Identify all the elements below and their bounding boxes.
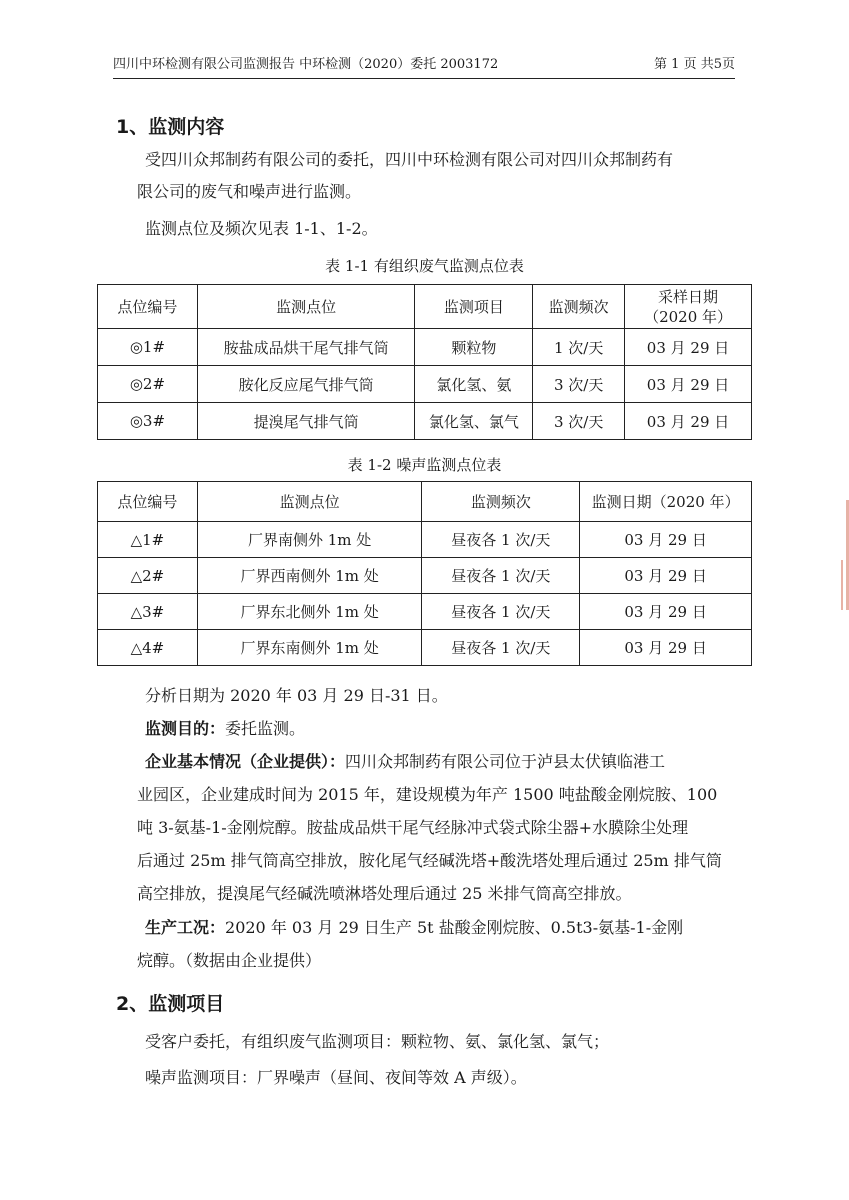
header-sampling-date-line1: 采样日期 xyxy=(658,287,719,306)
cell-date: 03 月 29 日 xyxy=(580,558,752,594)
table-row xyxy=(98,522,752,558)
cell-date: 03 月 29 日 xyxy=(625,403,752,440)
cell-point: 厂界东南侧外 1m 处 xyxy=(197,630,422,666)
cell-date: 03 月 29 日 xyxy=(580,630,752,666)
items-line-1: 受客户委托，有组织废气监测项目：颗粒物、氨、氯化氢、氯气； xyxy=(145,1032,610,1051)
production-label: 生产工况： xyxy=(145,918,226,937)
header-frequency: 监测频次 xyxy=(422,482,580,522)
header-monitor-date: 监测日期（2020 年） xyxy=(580,482,752,522)
intro-line-2: 限公司的废气和噪声进行监测。 xyxy=(137,182,362,201)
cell-item: 氯化氢、氨 xyxy=(415,366,533,403)
header-sampling-date-line2: （2020 年） xyxy=(644,307,733,326)
cell-point: 厂界西南侧外 1m 处 xyxy=(197,558,422,594)
cell-date: 03 月 29 日 xyxy=(625,366,752,403)
cell-frequency: 昼夜各 1 次/天 xyxy=(422,558,580,594)
company-label: 企业基本情况（企业提供）： xyxy=(145,752,346,771)
production-text-1: 2020 年 03 月 29 日生产 5t 盐酸金刚烷胺、0.5t3-氨基-1-金刚 xyxy=(225,918,684,937)
items-line-2: 噪声监测项目：厂界噪声（昼间、夜间等效 A 声级）。 xyxy=(145,1068,527,1087)
company-line-1 xyxy=(145,746,745,778)
report-header-title: 四川中环检测有限公司监测报告 中环检测（2020）委托 2003172 xyxy=(113,57,499,72)
production-line-1 xyxy=(145,912,745,944)
cell-point-id: △4# xyxy=(98,630,198,666)
company-line-4: 后通过 25m 排气筒高空排放，胺化尾气经碱洗塔+酸洗塔处理后通过 25m 排气筒 xyxy=(137,851,722,870)
header-point: 监测点位 xyxy=(197,482,422,522)
table-reference: 监测点位及频次见表 1-1、1-2。 xyxy=(145,219,378,238)
cell-point-id: △1# xyxy=(98,522,198,558)
header-point-id: 点位编号 xyxy=(98,482,198,522)
header-sampling-date xyxy=(625,285,752,329)
cell-date: 03 月 29 日 xyxy=(580,522,752,558)
header-point-id: 点位编号 xyxy=(98,285,198,329)
intro-line-1: 受四川众邦制药有限公司的委托，四川中环检测有限公司对四川众邦制药有 xyxy=(145,150,674,169)
cell-point-id: ◎3# xyxy=(98,403,198,440)
cell-item: 氯化氢、氯气 xyxy=(415,403,533,440)
exhaust-points-table xyxy=(97,284,752,440)
section-1-title: 1、监测内容 xyxy=(116,116,225,138)
page-number: 第 1 页 共5页 xyxy=(654,57,735,72)
page-header xyxy=(113,56,735,79)
cell-frequency: 昼夜各 1 次/天 xyxy=(422,522,580,558)
edge-stamp-mark xyxy=(841,560,843,610)
cell-point-id: △3# xyxy=(98,594,198,630)
table-header-row xyxy=(98,482,752,522)
purpose-text: 委托监测。 xyxy=(225,719,306,738)
purpose-line xyxy=(145,713,745,745)
cell-item: 颗粒物 xyxy=(415,329,533,366)
header-item: 监测项目 xyxy=(415,285,533,329)
cell-point: 胺化反应尾气排气筒 xyxy=(197,366,415,403)
cell-point-id: ◎2# xyxy=(98,366,198,403)
table-row xyxy=(98,329,752,366)
table-row xyxy=(98,594,752,630)
table2-caption: 表 1-2 噪声监测点位表 xyxy=(347,456,502,474)
table-row xyxy=(98,366,752,403)
table1-caption: 表 1-1 有组织废气监测点位表 xyxy=(325,257,524,275)
company-line-3: 吨 3-氨基-1-金刚烷醇。胺盐成品烘干尾气经脉冲式袋式除尘器+水膜除尘处理 xyxy=(137,818,689,837)
cell-frequency: 1 次/天 xyxy=(533,329,625,366)
cell-frequency: 3 次/天 xyxy=(533,366,625,403)
section-2-title: 2、监测项目 xyxy=(116,993,225,1015)
noise-points-table xyxy=(97,481,752,666)
cell-point-id: ◎1# xyxy=(98,329,198,366)
cell-point: 胺盐成品烘干尾气排气筒 xyxy=(197,329,415,366)
cell-point: 提溴尾气排气筒 xyxy=(197,403,415,440)
table-header-row xyxy=(98,285,752,329)
cell-point: 厂界南侧外 1m 处 xyxy=(197,522,422,558)
cell-frequency: 3 次/天 xyxy=(533,403,625,440)
cell-point-id: △2# xyxy=(98,558,198,594)
cell-point: 厂界东北侧外 1m 处 xyxy=(197,594,422,630)
cell-date: 03 月 29 日 xyxy=(625,329,752,366)
analysis-date: 分析日期为 2020 年 03 月 29 日-31 日。 xyxy=(145,686,448,705)
company-line-2: 业园区，企业建成时间为 2015 年，建设规模为年产 1500 吨盐酸金刚烷胺、100 xyxy=(137,785,718,804)
header-frequency: 监测频次 xyxy=(533,285,625,329)
company-line-5: 高空排放，提溴尾气经碱洗喷淋塔处理后通过 25 米排气筒高空排放。 xyxy=(137,884,632,903)
table-row xyxy=(98,630,752,666)
header-point: 监测点位 xyxy=(197,285,415,329)
purpose-label: 监测目的： xyxy=(145,719,226,738)
cell-frequency: 昼夜各 1 次/天 xyxy=(422,594,580,630)
cell-date: 03 月 29 日 xyxy=(580,594,752,630)
cell-frequency: 昼夜各 1 次/天 xyxy=(422,630,580,666)
table-row xyxy=(98,558,752,594)
company-text-1: 四川众邦制药有限公司位于泸县太伏镇临港工 xyxy=(345,752,666,771)
production-line-2: 烷醇。（数据由企业提供） xyxy=(137,951,322,970)
table-row xyxy=(98,403,752,440)
